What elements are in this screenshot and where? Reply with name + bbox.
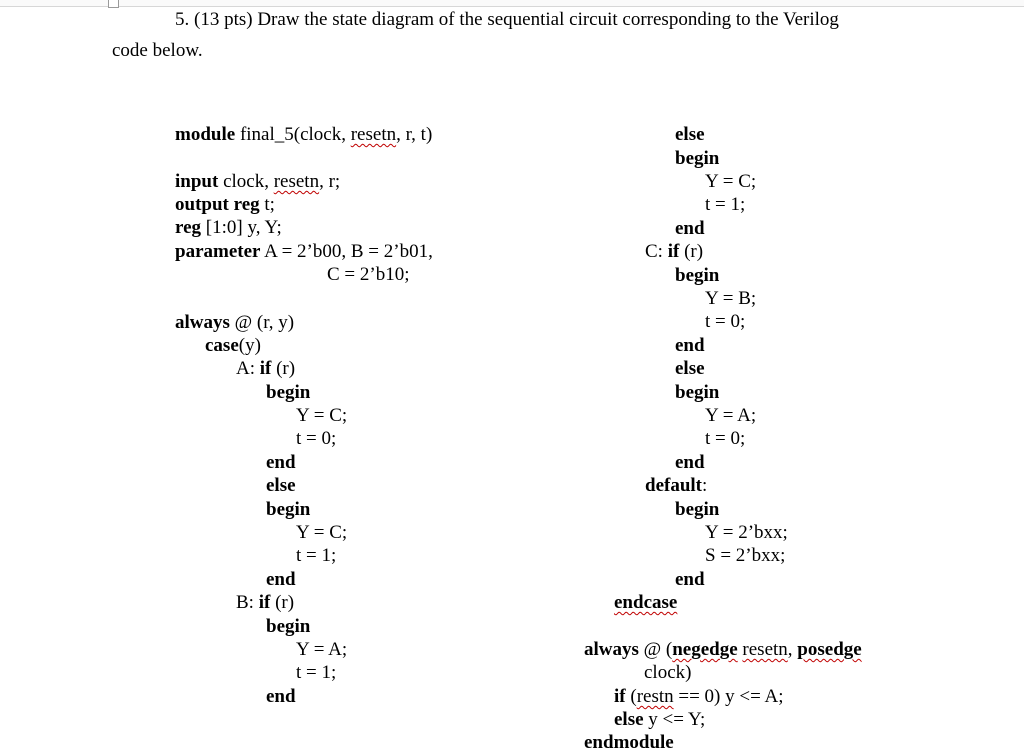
assign-statement: t = 1; — [296, 662, 337, 683]
keyword-begin: begin — [675, 148, 720, 169]
keyword: module — [175, 124, 236, 145]
keyword-else: else — [266, 475, 296, 496]
input-declaration: input clock, resetn, r; — [175, 171, 341, 192]
spellcheck-word: resetn — [273, 171, 320, 192]
module-declaration: module final_5(clock, resetn, r, t) — [175, 124, 433, 145]
keyword: if — [258, 592, 271, 613]
assign-statement: Y = B; — [705, 288, 757, 309]
state-c-if: C: if (r) — [645, 241, 704, 262]
spellcheck-word: endcase — [614, 592, 678, 613]
state-a-if: A: if (r) — [236, 358, 296, 379]
assign-statement: t = 0; — [296, 428, 337, 449]
assign-statement: Y = C; — [296, 522, 348, 543]
parameter-declaration: parameter A = 2’b00, B = 2’b01, — [175, 241, 433, 262]
keyword: output reg — [175, 194, 260, 215]
endmodule-keyword: endmodule — [584, 732, 674, 753]
assign-statement: t = 1; — [296, 545, 337, 566]
keyword: if — [667, 241, 680, 262]
keyword-begin: begin — [675, 382, 720, 403]
spellcheck-word: negedge — [672, 639, 738, 660]
assign-statement: t = 1; — [705, 194, 746, 215]
reg-declaration: reg [1:0] y, Y; — [175, 217, 282, 238]
keyword-end: end — [675, 218, 705, 239]
assign-statement: Y = C; — [705, 171, 757, 192]
keyword-end: end — [266, 452, 296, 473]
keyword-begin: begin — [675, 499, 720, 520]
keyword-end: end — [675, 569, 705, 590]
assign-statement: S = 2’bxx; — [705, 545, 786, 566]
else-statement: else y <= Y; — [614, 709, 706, 730]
keyword: else — [614, 709, 644, 730]
keyword-end: end — [266, 686, 296, 707]
always-comb-header: always @ (r, y) — [175, 312, 295, 333]
assign-statement: Y = C; — [296, 405, 348, 426]
keyword: reg — [175, 217, 202, 238]
state-label: A: — [236, 358, 255, 379]
keyword-else: else — [675, 124, 705, 145]
assign-statement: t = 0; — [705, 311, 746, 332]
ruler-bar — [0, 0, 1024, 7]
keyword: if — [614, 686, 626, 707]
spellcheck-word: resetn — [350, 124, 397, 145]
endcase-keyword — [614, 591, 677, 614]
keyword-begin: begin — [266, 382, 311, 403]
keyword-begin: begin — [675, 265, 720, 286]
keyword-end: end — [675, 452, 705, 473]
keyword: always — [175, 312, 230, 333]
parameter-continuation: C = 2’b10; — [327, 264, 410, 285]
question-line-2: code below. — [112, 40, 203, 61]
keyword-end: end — [675, 335, 705, 356]
keyword: default — [645, 475, 702, 496]
keyword: always — [584, 639, 639, 660]
assign-statement: Y = A; — [705, 405, 757, 426]
case-statement: case(y) — [205, 335, 261, 356]
keyword: case — [205, 335, 239, 356]
keyword-begin: begin — [266, 616, 311, 637]
always-seq-continuation: clock) — [644, 662, 692, 683]
keyword: if — [259, 358, 272, 379]
default-label: default: — [645, 475, 708, 496]
state-label: C: — [645, 241, 663, 262]
assign-statement: Y = 2’bxx; — [705, 522, 788, 543]
reset-if-statement: if (restn == 0) y <= A; — [614, 686, 784, 707]
assign-statement: t = 0; — [705, 428, 746, 449]
spellcheck-word: posedge — [797, 639, 862, 660]
keyword: parameter — [175, 241, 261, 262]
state-label: B: — [236, 592, 254, 613]
assign-statement: Y = A; — [296, 639, 348, 660]
question-line-1: 5. (13 pts) Draw the state diagram of the sequential circuit corresponding to the Verilog — [175, 9, 839, 30]
output-declaration: output reg t; — [175, 194, 275, 215]
margin-corner-mark — [108, 0, 119, 8]
keyword-end: end — [266, 569, 296, 590]
always-seq-header: always @ (negedge resetn, posedge — [584, 639, 862, 660]
keyword-begin: begin — [266, 499, 311, 520]
state-b-if: B: if (r) — [236, 592, 295, 613]
spellcheck-word: restn — [636, 686, 674, 707]
keyword: input — [175, 171, 219, 192]
spellcheck-word: resetn — [742, 639, 788, 660]
keyword-else: else — [675, 358, 705, 379]
